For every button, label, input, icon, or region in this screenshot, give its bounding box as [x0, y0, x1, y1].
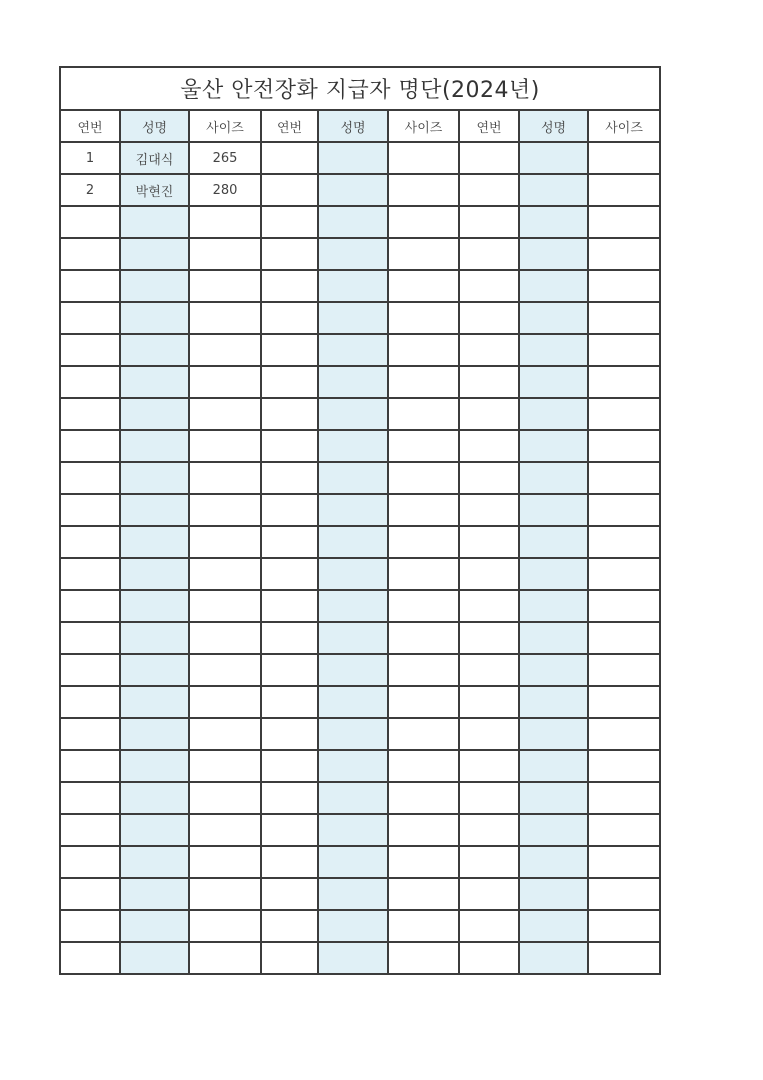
- cell-name: [519, 206, 588, 238]
- cell-no: [459, 782, 519, 814]
- cell-name: [519, 846, 588, 878]
- cell-no: [60, 206, 120, 238]
- cell-no: [261, 238, 318, 270]
- cell-size: [588, 718, 660, 750]
- cell-size: [189, 910, 261, 942]
- cell-no: [261, 558, 318, 590]
- cell-size: [189, 686, 261, 718]
- cell-size: [588, 654, 660, 686]
- cell-no: [261, 910, 318, 942]
- cell-name: [120, 398, 189, 430]
- cell-no: [459, 494, 519, 526]
- cell-no: [459, 398, 519, 430]
- cell-size: [388, 622, 459, 654]
- cell-name: [318, 270, 388, 302]
- cell-name: [318, 654, 388, 686]
- cell-no: [60, 686, 120, 718]
- cell-name: [318, 942, 388, 974]
- cell-size: [388, 142, 459, 174]
- cell-no: [459, 750, 519, 782]
- cell-name: [519, 622, 588, 654]
- cell-size: [388, 942, 459, 974]
- table-row: [60, 142, 660, 174]
- cell-no: [261, 270, 318, 302]
- cell-name: [519, 174, 588, 206]
- table-row: [60, 718, 660, 750]
- cell-no: [459, 430, 519, 462]
- cell-name: [120, 910, 189, 942]
- cell-name: [519, 526, 588, 558]
- cell-no: [459, 718, 519, 750]
- cell-name: [318, 750, 388, 782]
- table-row: [60, 846, 660, 878]
- cell-name: [519, 270, 588, 302]
- cell-size: [189, 526, 261, 558]
- table-row: [60, 590, 660, 622]
- cell-size: [588, 782, 660, 814]
- cell-no: [261, 686, 318, 718]
- cell-size: [588, 590, 660, 622]
- cell-size: [189, 398, 261, 430]
- cell-no: [60, 302, 120, 334]
- cell-size: [588, 622, 660, 654]
- cell-no: [459, 814, 519, 846]
- cell-name: [120, 206, 189, 238]
- cell-name: [318, 878, 388, 910]
- cell-no: [261, 526, 318, 558]
- cell-name: [318, 846, 388, 878]
- cell-size: [588, 174, 660, 206]
- cell-name: [519, 718, 588, 750]
- cell-name: [120, 782, 189, 814]
- cell-name: [120, 718, 189, 750]
- cell-no: [459, 910, 519, 942]
- cell-no: [459, 270, 519, 302]
- cell-no: [60, 494, 120, 526]
- roster-table: [59, 66, 661, 975]
- cell-name: [519, 814, 588, 846]
- cell-size: [388, 782, 459, 814]
- cell-no: [459, 654, 519, 686]
- cell-size: [189, 846, 261, 878]
- cell-size: [189, 654, 261, 686]
- cell-name: [318, 398, 388, 430]
- cell-name: [318, 558, 388, 590]
- cell-size: [189, 782, 261, 814]
- cell-name: [519, 654, 588, 686]
- cell-no: [459, 206, 519, 238]
- table-row: [60, 750, 660, 782]
- cell-size: [588, 910, 660, 942]
- table-row: [60, 206, 660, 238]
- cell-name: [318, 782, 388, 814]
- cell-no: [60, 462, 120, 494]
- header-size: 사이즈: [189, 110, 261, 142]
- cell-name: 박현진: [120, 174, 189, 206]
- cell-no: [459, 590, 519, 622]
- cell-size: [388, 366, 459, 398]
- cell-no: [60, 910, 120, 942]
- cell-no: [60, 558, 120, 590]
- cell-size: [189, 430, 261, 462]
- table-row: [60, 398, 660, 430]
- cell-no: [60, 782, 120, 814]
- cell-size: [588, 206, 660, 238]
- table-row: [60, 462, 660, 494]
- cell-no: [60, 366, 120, 398]
- cell-no: [261, 942, 318, 974]
- cell-no: [261, 302, 318, 334]
- cell-name: [120, 750, 189, 782]
- cell-name: [120, 878, 189, 910]
- cell-no: [60, 270, 120, 302]
- cell-name: [120, 622, 189, 654]
- cell-name: [318, 814, 388, 846]
- cell-no: [261, 494, 318, 526]
- cell-no: [459, 142, 519, 174]
- cell-size: [588, 462, 660, 494]
- table-row: [60, 494, 660, 526]
- cell-name: [318, 494, 388, 526]
- cell-name: [120, 494, 189, 526]
- cell-size: [189, 462, 261, 494]
- cell-no: [459, 558, 519, 590]
- table-row: [60, 366, 660, 398]
- table-row: [60, 174, 660, 206]
- cell-size: [388, 302, 459, 334]
- cell-name: [318, 334, 388, 366]
- table-row: [60, 302, 660, 334]
- cell-no: [60, 238, 120, 270]
- cell-no: [261, 878, 318, 910]
- cell-name: [519, 782, 588, 814]
- cell-size: [588, 558, 660, 590]
- cell-no: [459, 174, 519, 206]
- cell-size: [588, 270, 660, 302]
- cell-name: 김대식: [120, 142, 189, 174]
- cell-no: 2: [60, 174, 120, 206]
- cell-size: [189, 814, 261, 846]
- cell-no: [261, 462, 318, 494]
- cell-no: [459, 686, 519, 718]
- cell-size: [388, 910, 459, 942]
- cell-no: [261, 398, 318, 430]
- cell-name: [519, 910, 588, 942]
- cell-name: [519, 142, 588, 174]
- table-row: [60, 558, 660, 590]
- cell-size: [388, 430, 459, 462]
- cell-no: [261, 782, 318, 814]
- cell-name: [318, 302, 388, 334]
- cell-no: [261, 590, 318, 622]
- table-row: [60, 686, 660, 718]
- cell-name: [120, 526, 189, 558]
- cell-no: [459, 526, 519, 558]
- cell-name: [318, 686, 388, 718]
- cell-name: [120, 814, 189, 846]
- cell-name: [519, 430, 588, 462]
- cell-size: [388, 398, 459, 430]
- table-row: [60, 910, 660, 942]
- cell-no: [60, 590, 120, 622]
- cell-size: [189, 334, 261, 366]
- cell-size: [388, 654, 459, 686]
- cell-no: [60, 622, 120, 654]
- cell-size: [189, 206, 261, 238]
- cell-size: [388, 462, 459, 494]
- cell-name: [318, 910, 388, 942]
- cell-size: [588, 142, 660, 174]
- cell-size: [189, 622, 261, 654]
- cell-name: [318, 238, 388, 270]
- cell-no: [459, 462, 519, 494]
- cell-size: [388, 334, 459, 366]
- cell-name: [120, 270, 189, 302]
- cell-size: 265: [189, 142, 261, 174]
- cell-name: [120, 590, 189, 622]
- roster-sheet: [59, 66, 659, 975]
- cell-name: [318, 462, 388, 494]
- cell-no: [261, 142, 318, 174]
- cell-no: [60, 430, 120, 462]
- header-no: 연번: [60, 110, 120, 142]
- cell-name: [519, 942, 588, 974]
- table-row: [60, 878, 660, 910]
- cell-name: [120, 238, 189, 270]
- cell-no: [60, 814, 120, 846]
- cell-name: [318, 718, 388, 750]
- cell-name: [519, 334, 588, 366]
- cell-no: [459, 366, 519, 398]
- cell-name: [519, 302, 588, 334]
- cell-no: [261, 174, 318, 206]
- cell-no: [60, 654, 120, 686]
- cell-name: [519, 494, 588, 526]
- cell-size: [388, 846, 459, 878]
- cell-no: [261, 430, 318, 462]
- cell-no: [459, 846, 519, 878]
- cell-size: [588, 846, 660, 878]
- cell-size: [388, 590, 459, 622]
- header-size: 사이즈: [388, 110, 459, 142]
- cell-no: [261, 206, 318, 238]
- cell-name: [519, 462, 588, 494]
- cell-name: [318, 622, 388, 654]
- cell-size: [588, 814, 660, 846]
- cell-size: [588, 238, 660, 270]
- cell-size: [388, 686, 459, 718]
- cell-name: [519, 878, 588, 910]
- cell-size: [588, 366, 660, 398]
- cell-name: [318, 174, 388, 206]
- cell-no: [459, 878, 519, 910]
- cell-size: [388, 494, 459, 526]
- cell-size: [189, 366, 261, 398]
- table-row: [60, 526, 660, 558]
- cell-no: [459, 302, 519, 334]
- cell-no: [60, 398, 120, 430]
- cell-no: [60, 718, 120, 750]
- cell-no: [459, 942, 519, 974]
- cell-size: [388, 270, 459, 302]
- cell-name: [519, 750, 588, 782]
- cell-size: [189, 750, 261, 782]
- cell-name: [519, 238, 588, 270]
- cell-size: [189, 302, 261, 334]
- cell-size: 280: [189, 174, 261, 206]
- cell-size: [388, 878, 459, 910]
- header-size: 사이즈: [588, 110, 660, 142]
- header-name: 성명: [318, 110, 388, 142]
- cell-name: [120, 302, 189, 334]
- cell-no: [261, 654, 318, 686]
- cell-size: [388, 750, 459, 782]
- cell-size: [388, 718, 459, 750]
- cell-size: [388, 238, 459, 270]
- cell-size: [388, 174, 459, 206]
- cell-no: [459, 334, 519, 366]
- cell-name: [519, 590, 588, 622]
- cell-size: [189, 558, 261, 590]
- cell-name: [519, 558, 588, 590]
- cell-no: [60, 750, 120, 782]
- document-title: 울산 안전장화 지급자 명단(2024년): [60, 67, 660, 110]
- header-name: 성명: [519, 110, 588, 142]
- cell-size: [588, 334, 660, 366]
- table-row: [60, 814, 660, 846]
- cell-name: [120, 334, 189, 366]
- table-row: [60, 942, 660, 974]
- cell-size: [588, 398, 660, 430]
- cell-size: [189, 238, 261, 270]
- cell-size: [588, 942, 660, 974]
- table-row: [60, 430, 660, 462]
- cell-size: [189, 942, 261, 974]
- cell-size: [388, 558, 459, 590]
- cell-no: [459, 622, 519, 654]
- cell-no: [261, 366, 318, 398]
- cell-no: [459, 238, 519, 270]
- table-row: [60, 238, 660, 270]
- header-no: 연번: [459, 110, 519, 142]
- cell-name: [318, 526, 388, 558]
- cell-size: [588, 750, 660, 782]
- cell-size: [388, 206, 459, 238]
- roster-body: [60, 142, 660, 974]
- cell-no: [261, 814, 318, 846]
- table-row: [60, 782, 660, 814]
- cell-size: [388, 526, 459, 558]
- cell-no: [60, 846, 120, 878]
- table-row: [60, 334, 660, 366]
- cell-no: [60, 526, 120, 558]
- table-row: [60, 270, 660, 302]
- cell-no: [261, 334, 318, 366]
- cell-name: [318, 142, 388, 174]
- cell-size: [588, 686, 660, 718]
- cell-no: [60, 878, 120, 910]
- cell-name: [318, 430, 388, 462]
- cell-size: [588, 430, 660, 462]
- cell-no: [261, 846, 318, 878]
- cell-size: [588, 302, 660, 334]
- cell-no: [60, 942, 120, 974]
- table-row: [60, 654, 660, 686]
- cell-size: [588, 526, 660, 558]
- cell-name: [120, 846, 189, 878]
- cell-size: [189, 718, 261, 750]
- cell-no: [261, 622, 318, 654]
- cell-size: [189, 270, 261, 302]
- cell-name: [120, 462, 189, 494]
- cell-size: [189, 494, 261, 526]
- cell-name: [120, 942, 189, 974]
- cell-name: [120, 558, 189, 590]
- cell-name: [318, 366, 388, 398]
- header-no: 연번: [261, 110, 318, 142]
- cell-name: [318, 590, 388, 622]
- cell-name: [120, 366, 189, 398]
- cell-size: [189, 590, 261, 622]
- cell-no: [261, 718, 318, 750]
- cell-name: [519, 366, 588, 398]
- cell-no: [261, 750, 318, 782]
- table-row: [60, 622, 660, 654]
- cell-name: [318, 206, 388, 238]
- cell-size: [588, 878, 660, 910]
- cell-name: [120, 686, 189, 718]
- cell-name: [120, 654, 189, 686]
- cell-name: [519, 686, 588, 718]
- cell-size: [189, 878, 261, 910]
- cell-size: [588, 494, 660, 526]
- header-name: 성명: [120, 110, 189, 142]
- cell-no: [60, 334, 120, 366]
- cell-size: [388, 814, 459, 846]
- header-row: [60, 110, 660, 142]
- cell-name: [519, 398, 588, 430]
- cell-no: 1: [60, 142, 120, 174]
- cell-name: [120, 430, 189, 462]
